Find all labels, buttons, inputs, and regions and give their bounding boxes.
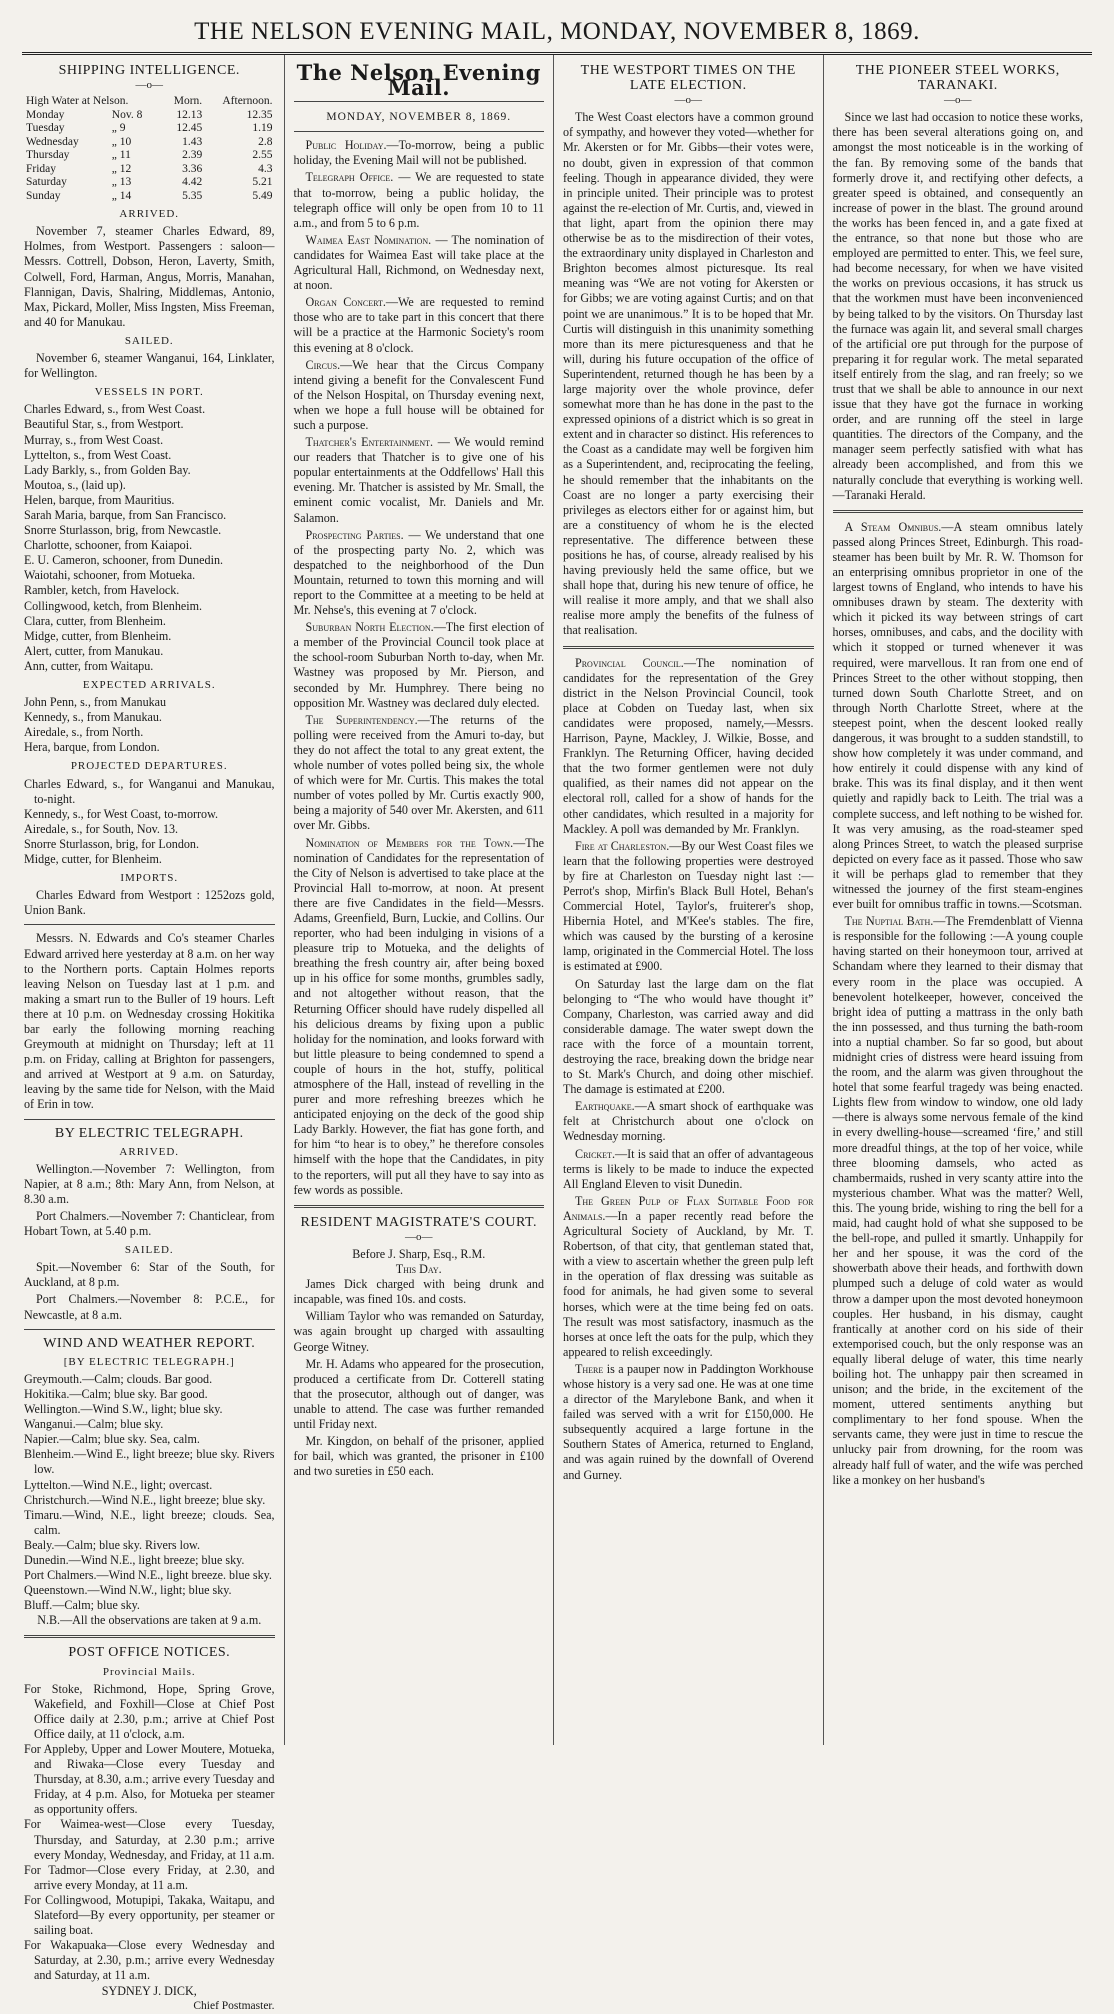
list-item: Helen, barque, from Mauritius. xyxy=(24,492,175,507)
list-item: Clara, cutter, from Blenheim. xyxy=(24,613,166,628)
list-item: For Appleby, Upper and Lower Moutere, Motueka, and Riwaka—Close every Tuesday and Thursday, at 8.30, a.m.; arrive every Tuesday and Friday, at 4 p.m. Also, for Motueka per steamer as opportunity offers. xyxy=(24,1742,275,1817)
column-1 xyxy=(22,55,285,2012)
news-item xyxy=(294,620,545,711)
item-text: —By our West Coast files we learn that the following properties were destroyed by fire at Charleston on Tuesday night last :—Perrot's shop, Mirfin's Black Bull Hotel, Behan's Commercial Hotel, Taylor's, fruiterer's shop, Hibernia Hotel, and M'Kee's stables. The fire, which was caused by the bursting of a kerosine lamp, originated in the Commercial Hotel. The loss is estimated at £900. xyxy=(563,838,814,974)
post-office-title: POST OFFICE NOTICES. xyxy=(68,1645,231,1661)
item-lead: The Green Pulp of Flax Suitable Food for Animals. xyxy=(563,1193,814,1223)
list-item: Wellington.—Wind S.W., light; blue sky. xyxy=(24,1402,223,1417)
tel-arrived-item: Wellington.—November 7: Wellington, from Napier, at 8 a.m.; 8th: Mary Ann, from Nelson, at 8.30 a.m. xyxy=(24,1161,275,1206)
item-lead: Nomination of Members for the Town. xyxy=(305,835,514,850)
list-item: Snorre Sturlasson, brig, from Newcastle. xyxy=(24,523,222,538)
divider xyxy=(294,1205,545,1208)
list-item: E. U. Cameron, schooner, from Dunedin. xyxy=(24,553,224,568)
masthead: THE NELSON EVENING MAIL, MONDAY, NOVEMBER 8, 1869. xyxy=(22,14,1092,55)
list-item: For Stoke, Richmond, Hope, Spring Grove, Wakefield, and Foxhill—Close at Chief Post Office daily at 2.30, p.m.; arrive at Chief Post Office daily, at 11 o'clock, a.m. xyxy=(24,1681,275,1741)
tide-afternoon: 4.3 xyxy=(258,162,273,175)
imports-text: Charles Edward from Westport : 1252ozs gold, Union Bank. xyxy=(24,888,275,918)
news-item xyxy=(294,138,545,168)
table-row xyxy=(24,136,275,150)
section-ornament: —o— xyxy=(135,79,163,92)
item-text: —The returns of the polling were received from the Amuri to-day, but they do not affect the total to any great extent, the whole number of votes polled being six, the whole of which were for Mr. Curtis. This makes the total number of votes polled by Mr. Curtis exactly 900, being a majority of 540 over Mr. Akersten, and 611 over Mr. Gibbs. xyxy=(293,712,544,833)
item-text: On Saturday last the large dam on the flat belonging to “The who would have thought it” Company, Charleston, was carried away and did considerable damage. The water swept down the race with the force of a mountain torrent, destroying the race, breaking down the bridge near to St. Mark's Church, and doing other mischief. The damage is estimated at £200. xyxy=(563,976,814,1097)
item-text: —The nomination of Candidates for the representation of the City of Nelson is advertised to take place at the Provincial Hall to-morrow, at noon. At present there are five Candidates in the field—Messrs. Adams, Greenfield, Burn, Luckie, and Collins. Our reporter, who had been indulging in visions of a pleasure trip to Motueka, and the delights of breathing the fresh country air, after being boxed up in his office for some months, grumbles sadly, and not altogether without reason, that the Returning Officer should have rudely dispelled all his delicious dreams by fixing upon a public holiday for the nomination, and looks forward with but little pleasure to being condemned to spend a couple of hours in the hot, stuffy, political atmosphere of the Hall, instead of revelling in the purer and more refreshing breezes which he anticipated enjoying on the deck of the good ship Lady Barkly. However, the fiat has gone forth, and for him “to hear is to obey,” he therefore consoles himself with the hope that the Candidates, in pity to the reporters, will put all they have to say into as few words as possible. xyxy=(293,835,544,1197)
tide-day: Saturday xyxy=(26,176,67,189)
list-item: Hokitika.—Calm; blue sky. Bar good. xyxy=(24,1386,208,1401)
tel-sailed-item: Spit.—November 6: Star of the South, for Auckland, at 8 p.m. xyxy=(24,1260,275,1290)
post-list xyxy=(24,1682,275,1984)
column-4 xyxy=(824,55,1093,1745)
list-item: Bealy.—Calm; blue sky. Rivers low. xyxy=(24,1537,201,1552)
divider xyxy=(24,1119,275,1120)
tide-day: Thursday xyxy=(26,149,70,162)
item-lead: Thatcher's Entertainment. xyxy=(305,435,434,450)
list-item: Lyttelton, s., from West Coast. xyxy=(24,447,172,462)
list-item: Dunedin.—Wind N.E., light breeze; blue sky. xyxy=(24,1552,245,1567)
news-item xyxy=(563,1099,814,1144)
table-row xyxy=(24,149,275,163)
news-item xyxy=(833,520,1084,912)
list-item: Rambler, ketch, from Havelock. xyxy=(24,583,180,598)
dateline: MONDAY, NOVEMBER 8, 1869. xyxy=(326,111,512,124)
court-title: RESIDENT MAGISTRATE'S COURT. xyxy=(300,1214,537,1230)
list-item: Wanganui.—Calm; blue sky. xyxy=(24,1417,164,1432)
list-item: Charles Edward, s., for Wanganui and Manukau, to-night. xyxy=(24,776,275,806)
news-item xyxy=(563,1194,814,1360)
item-lead: Organ Concert. xyxy=(305,295,386,310)
section-ornament: —o— xyxy=(944,94,972,107)
list-item: Airedale, s., from North. xyxy=(24,725,144,740)
weather-title: WIND AND WEATHER REPORT. xyxy=(43,1335,256,1351)
tide-date: „ 13 xyxy=(111,176,132,189)
tide-date: „ 14 xyxy=(111,189,132,202)
expected-list xyxy=(24,695,275,755)
divider xyxy=(294,131,545,132)
item-lead: Suburban North Election. xyxy=(305,620,434,635)
item-text: —The Fremdenblatt of Vienna is responsible for the following :—A young couple having started on their honeymoon tour, arrived at Schandam where they learned to their dismay that every room in the place was occupied. A benevolent hotelkeeper, however, conceived the bright idea of putting a mattrass in the only bath the inn possessed, and thus turning the bath-room into a nuptial chamber. So far so good, but about midnight cries of distress were heard issuing from the room, and the alarm was given throughout the hotel that some fearful tragedy was being enacted. Lights flew from window to window, one old lady—there is always some nervous female of the kind in every dwelling-house—screamed ‘fire,’ and still more dreadful things, at the top of her voice, while three blooming damsels, who acted as chambermaids, rushed in very scanty attire into the mysterious chamber. What was the matter? Well, this. The young bride, wishing to ring the bell for a maid, had caught hold of what she supposed to be the bell-rope, and pulled it smartly. Unhappily for her and her spouse, it was the cord of the showerbath above their heads, and forthwith down plumped such a deluge of cold water as would throw a damper upon the most devoted honeymoon couples. Her husband, in his dismay, caught frantically at another cord on his side of their extemporised couch, but the only response was an equally liberal deluge of water, this time nearly boiling hot. The unhappy pair then screamed in unison; and the bride, in the excitement of the moment, uttered sentiments anything but complimentary to her fond spouse. When the servants came, they were just in time to rescue the unlucky pair from drowning, for the room was already half full of water, and the wife was perched like a monkey on her husband's xyxy=(832,914,1083,1487)
list-item: For Wakapuaka—Close every Wednesday and Saturday, at 2.30, p.m.; arrive every Wednesday and Saturday, at 11 a.m. xyxy=(24,1938,275,1983)
list-item: Ann, cutter, from Waitapu. xyxy=(24,658,154,673)
arrived-text: November 7, steamer Charles Edward, 89, Holmes, from Westport. Passengers : saloon—Messrs. Cottrell, Dobson, Heron, Laverty, Smith, Colwell, Ford, Harman, Angus, Morris, Manahan, Flannigan, Davis, Shalring, Middlemas, Antonio, Max, Pickard, Moller, Miss Ingsten, Miss Freeman, and 40 for Manukau. xyxy=(24,224,275,329)
sailed-text: November 6, steamer Wanganui, 164, Linklater, for Wellington. xyxy=(24,351,275,381)
imports-heading: IMPORTS. xyxy=(120,872,179,885)
divider xyxy=(833,510,1084,513)
list-item: Charles Edward, s., from West Coast. xyxy=(24,402,206,417)
item-text: —To-morrow, being a public holiday, the Evening Mail will not be published. xyxy=(293,138,544,168)
tide-table xyxy=(24,95,275,203)
post-signature-title: Chief Postmaster. xyxy=(193,1999,275,2012)
item-text: — We would remind our readers that Thatcher is to give one of his popular entertainments at the Oddfellows' Hall this evening. Mr. Thatcher is assisted by Mr. Small, the eminent comic vocalist, Mr. Daniels and Mr. Salamon. xyxy=(293,435,544,525)
list-item: Moutoa, s., (laid up). xyxy=(24,477,126,492)
article-body: The West Coast electors have a common ground of sympathy, and however they voted—whether for Mr. Akersten or for Mr. Gibbs—their votes were, no doubt, given in expression of that common feeling. Though in appearance divided, they were in principle united. Their principle was to protest against the re-election of Mr. Curtis, and, viewed in that light, apart from the opinion there may otherwise be as to the misdirection of their votes, the extraordinary unity displayed in Charleston and Brighton becomes almost picturesque. Its real meaning was “We are not voting for Akersten or for Gibbs; we are voting against Curtis; and on that point we are unanimous.” It is to be hoped that Mr. Curtis will distinguish in this unanimity something more than its mere picturesqueness and that he will, during his future occupation of the office of Superintendent, returned though he has been by a large majority over the whole province, defer somewhat more than he has done in the past to the expressed opinions of a district which is so great in extent and in character so distinct. His references to the Coast as a candidate may well be forgiven him as a Superintendent, and, reciprocating the feeling, he should remember that the inhabitants on the Coast are no longer a party exercising their privileges as electors either for or against him, but are a constituency of whom he is the elected representative. The difference between these positions he has, of course, already realised by his having previously held the same office, but we shall hope that, during his new tenure of office, he will realise it more amply, and that we shall also realise more amply the benefits of the fulness of that realisation. xyxy=(563,110,814,638)
column-2 xyxy=(285,55,555,1745)
projected-heading: PROJECTED DEPARTURES. xyxy=(70,760,228,773)
list-item: Christchurch.—Wind N.E., light breeze; blue sky. xyxy=(24,1492,266,1507)
item-text: —A smart shock of earthquake was felt at Christchurch about one o'clock on Wednesday morning. xyxy=(563,1099,814,1144)
vessels-heading: VESSELS IN PORT. xyxy=(94,386,204,399)
list-item: Sarah Maria, barque, from San Francisco. xyxy=(24,507,227,522)
divider xyxy=(24,924,275,925)
list-item: Midge, cutter, from Blenheim. xyxy=(24,628,172,643)
item-text: —In a paper recently read before the Agricultural Society of Auckland, by Mr. T. Robertson, of that city, that gentleman stated that, with a view to ascertain whether the green pulp left in the operation of flax dressing was suitable as food for animals, he had given some to several horses, which were at the time being fed on oats. The result was most satisfactory, inasmuch as the horses at once left the oats for the pulp, which they appeared to relish exceedingly. xyxy=(563,1208,814,1359)
item-lead: There xyxy=(575,1361,604,1376)
list-item: Kennedy, s., for West Coast, to-morrow. xyxy=(24,806,219,821)
section-ornament: —o— xyxy=(405,1230,433,1243)
item-lead: Cricket. xyxy=(575,1146,615,1161)
paper-title: The Nelson Evening Mail. xyxy=(296,60,541,101)
table-row xyxy=(24,109,275,123)
article-body: Since we last had occasion to notice these works, there has been several alterations going on, and amongst the most noticeable is in the working of the fan. By removing some of the bands that formerly drove it, and rectifying other defects, a greater speed is obtained, and consequently an increase of power in the blast. The ground around the works has been fenced in, and a gate fixed at the entrance, so that none but those who are employed are permitted to enter. This, we feel sure, had become necessary, for when we have visited the works on previous occasions, it has struck us that the workmen must have been inconvenienced by being talked to by the visitors. On Thursday last the furnace was again lit, and several small charges of the artificial ore put through for the purpose of preparing it for regular work. The metal separated itself entirely from the slag, and ran freely; so we trust that we shall be able to announce in our next issue that they have got the furnace in working order, and are running off the steel in large quantities. The directors of the Company, and the manager seem perfectly satisfied with what has already been accomplished, and from this we naturally conclude that everything is working well.—Taranaki Herald. xyxy=(832,110,1083,502)
tide-morn: 3.36 xyxy=(182,162,203,175)
list-item: For Waimea-west—Close every Tuesday, Thursday, and Saturday, at 2.30 p.m.; arrive every Monday, Wednesday, and Friday, at 11 a.m. xyxy=(24,1817,275,1862)
item-text: — The nomination of candidates for Waimea East will take place at the Agricultural Hall, Richmond, on Wednesday next, at noon. xyxy=(293,232,544,293)
tide-morn: 2.39 xyxy=(182,149,203,162)
list-item: Port Chalmers.—Wind N.E., light breeze. blue sky. xyxy=(24,1568,272,1583)
news-item xyxy=(563,1362,814,1483)
shipping-title: SHIPPING INTELLIGENCE. xyxy=(58,63,240,78)
news-item xyxy=(833,914,1084,1488)
weather-list xyxy=(24,1372,275,1614)
tide-header: Afternoon. xyxy=(222,95,273,108)
tide-afternoon: 5.49 xyxy=(252,189,273,202)
tide-morn: 1.43 xyxy=(182,135,203,148)
arrived-heading: ARRIVED. xyxy=(119,208,180,221)
divider xyxy=(24,1635,275,1638)
court-before: Before J. Sharp, Esq., R.M. xyxy=(352,1246,486,1261)
item-lead: Waimea East Nomination. xyxy=(305,232,432,247)
list-item: Hera, barque, from London. xyxy=(24,740,160,755)
item-lead: Public Holiday. xyxy=(305,138,387,153)
tide-afternoon: 2.55 xyxy=(252,149,273,162)
table-row xyxy=(24,190,275,204)
weather-note: N.B.—All the observations are taken at 9 a.m. xyxy=(37,1613,262,1628)
divider xyxy=(24,1329,275,1330)
article-title: THE PIONEER STEEL WORKS, TARANAKI. xyxy=(855,63,1060,94)
article-title: THE WESTPORT TIMES ON THE LATE ELECTION. xyxy=(580,63,796,94)
list-item: Airedale, s., for South, Nov. 13. xyxy=(24,821,179,836)
list-item: Midge, cutter, for Blenheim. xyxy=(24,852,162,867)
item-lead: Earthquake. xyxy=(575,1099,635,1114)
list-item: Lyttelton.—Wind N.E., light; overcast. xyxy=(24,1477,213,1492)
item-text: —We are requested to remind those who are to take part in this concert that there will be a practice at the Harmonic Society's room this evening at 8 o'clock. xyxy=(293,295,544,355)
list-item: Queenstown.—Wind N.W., light; blue sky. xyxy=(24,1583,232,1598)
tide-afternoon: 5.21 xyxy=(252,176,273,189)
item-text: — We are requested to state that to-morrow, being a public holiday, the telegraph office will only be open from 10 to 11 a.m., and from 5 to 6 p.m. xyxy=(293,170,545,230)
item-lead: Prospecting Parties. xyxy=(305,527,404,542)
list-item: Timaru.—Wind, N.E., light breeze; clouds. Sea, calm. xyxy=(24,1507,275,1537)
tide-afternoon: 12.35 xyxy=(246,108,273,121)
post-signature: SYDNEY J. DICK, xyxy=(101,1983,197,1998)
item-text: — We understand that one of the prospecting party No. 2, which was despatched to the neighborhood of the Dun Mountain, returned to town this morning and will report to the Committee at a meeting to be held at Mr. Nehse's, this evening at 7 o'clock. xyxy=(293,527,544,618)
item-lead: The Superintendency. xyxy=(305,712,418,727)
tide-day: Monday xyxy=(26,108,65,121)
column-3 xyxy=(554,55,824,1745)
news-item xyxy=(294,836,545,1198)
list-item: Napier.—Calm; blue sky. Sea, calm. xyxy=(24,1432,200,1447)
tide-morn: 12.13 xyxy=(176,108,203,121)
tide-morn: 5.35 xyxy=(182,189,203,202)
weather-subtitle: [BY ELECTRIC TELEGRAPH.] xyxy=(63,1355,235,1368)
item-lead: The Nuptial Bath. xyxy=(844,914,934,929)
tide-date: „ 9 xyxy=(111,122,126,135)
news-item xyxy=(294,295,545,355)
list-item: Greymouth.—Calm; clouds. Bar good. xyxy=(24,1371,213,1386)
tide-date: „ 10 xyxy=(111,135,132,148)
news-item xyxy=(563,977,814,1098)
tide-header: High Water at Nelson. xyxy=(26,95,129,108)
court-item: James Dick charged with being drunk and incapable, was fined 10s. and costs. xyxy=(293,1277,544,1307)
tide-day: Friday xyxy=(26,162,57,175)
item-text: —The first election of a member of the Provincial Council took place at the school-room Suburban North to-day, when Mr. Wastney was proposed by Mr. Pierson, and seconded by Mr. Humphrey. There being no opposition Mr. Wastney was declared duly elected. xyxy=(293,620,544,710)
news-item xyxy=(294,170,545,230)
tide-day: Wednesday xyxy=(26,135,79,148)
list-item: Bluff.—Calm; blue sky. xyxy=(24,1598,140,1613)
vessels-list xyxy=(24,402,275,674)
list-item: Collingwood, ketch, from Blenheim. xyxy=(24,598,203,613)
news-item xyxy=(294,713,545,834)
tel-arrived-item: Port Chalmers.—November 7: Chanticlear, from Hobart Town, at 5.40 p.m. xyxy=(24,1209,275,1239)
news-item xyxy=(294,233,545,293)
tide-morn: 4.42 xyxy=(182,176,203,189)
tel-arrived-heading: ARRIVED. xyxy=(119,1145,180,1158)
item-text: is a pauper now in Paddington Workhouse whose history is a very sad one. He was at one time a director of the Marylebone Bank, and when it failed was served with a writ for £150,000. He subsequently acquired a large fortune in the Southern States of America, returned to England, and was again ruined by the downfall of Overend and Gurney. xyxy=(563,1361,814,1482)
news-item xyxy=(563,1147,814,1192)
table-row xyxy=(24,176,275,190)
court-day: This Day. xyxy=(395,1262,442,1277)
tel-sailed-heading: SAILED. xyxy=(124,1244,174,1257)
divider xyxy=(563,646,814,649)
list-item: For Collingwood, Motupipi, Takaka, Waitapu, and Slateford—By every opportunity, per steamer or sailing boat. xyxy=(24,1892,275,1938)
court-item: William Taylor who was remanded on Saturday, was again brought up charged with assaulting George Witney. xyxy=(293,1309,544,1354)
expected-heading: EXPECTED ARRIVALS. xyxy=(82,679,216,691)
section-ornament: —o— xyxy=(674,94,702,107)
tide-day: Sunday xyxy=(26,189,61,202)
list-item: Charlotte, schooner, from Kaiapoi. xyxy=(24,538,193,553)
columns xyxy=(22,55,1092,2012)
list-item: Murray, s., from West Coast. xyxy=(24,432,164,447)
news-item xyxy=(563,656,814,837)
item-lead: A Steam Omnibus. xyxy=(844,519,942,534)
list-item: Beautiful Star, s., from Westport. xyxy=(24,417,184,432)
news-item xyxy=(294,528,545,619)
list-item: John Penn, s., from Manukau xyxy=(24,695,167,710)
list-item: Blenheim.—Wind E., light breeze; blue sky. Rivers low. xyxy=(24,1447,275,1477)
tide-afternoon: 2.8 xyxy=(258,135,273,148)
tel-sailed-item: Port Chalmers.—November 8: P.C.E., for Newcastle, at 8 a.m. xyxy=(24,1292,275,1322)
court-item: Mr. H. Adams who appeared for the prosecution, produced a certificate from Dr. Cotterell stating that the prosecutor, although out of danger, was unable to attend. The case was further remanded until Friday next. xyxy=(293,1356,544,1431)
list-item: For Tadmor—Close every Friday, at 2.30, and arrive every Monday, at 11 a.m. xyxy=(24,1862,275,1892)
list-item: Waiotahi, schooner, from Motueka. xyxy=(24,568,196,583)
list-item: Snorre Sturlasson, brig, for London. xyxy=(24,836,200,851)
telegraph-title: BY ELECTRIC TELEGRAPH. xyxy=(54,1125,244,1141)
item-text: —We hear that the Circus Company intend giving a benefit for the Convalescent Fund of the Nelson Hospital, on Thursday evening next, when we hope a full house will be obtained for such a purpose. xyxy=(293,357,544,432)
sailed-heading: SAILED. xyxy=(124,334,174,347)
tide-day: Tuesday xyxy=(26,122,65,135)
divider xyxy=(294,101,545,102)
news-item xyxy=(294,358,545,433)
tide-date: „ 11 xyxy=(111,149,131,162)
list-item: Alert, cutter, from Manukau. xyxy=(24,643,164,658)
item-lead: Circus. xyxy=(305,357,341,372)
edwards-report: Messrs. N. Edwards and Co's steamer Charles Edward arrived here yesterday at 8 a.m. on her way to the Northern ports. Captain Holmes reports leaving Nelson on Tuesday last at 1 p.m. and making a smart run to the Buller of 19 hours. Left there at 10 p.m. on Wednesday crossing Hokitika bar early the following morning reaching Greymouth at midnight on Thursday; left at 11 p.m. on Friday, calling at Brighton for passengers, and arrived at Westport at 9 a.m. on Saturday, leaving by the same tide for Nelson, with the Maid of Erin in tow. xyxy=(24,931,275,1112)
tide-date: „ 12 xyxy=(111,162,132,175)
list-item: Lady Barkly, s., from Golden Bay. xyxy=(24,462,191,477)
tide-header-row xyxy=(24,95,275,109)
item-text: —A steam omnibus lately passed along Princes Street, Edinburgh. This road-steamer has been built by Mr. R. W. Thomson for an enterprising omnibus proprietor in one of the largest towns of England, who intends to have his omnibuses drawn by steam. The dexterity with which it picked its way between strings of cart horses, omnibuses, and cabs, and the docility with which it stopped or turned whenever it was required, were marvellous. It ran from one end of Princes Street to the other without stopping, then turned down South Charlotte Street, and on through North Charlotte Street, where at the steepest point, when the descent looked really dangerous, it was brought to a sudden standstill, to show how completely it was under command, and how entirely it could dispense with any kind of brake. This was its final display, and it then went quietly and rapidly back to Leith. The trial was a complete success, and left nothing to be wished for. It was very amusing, as the road-steamer sped along Princes Street, to watch the pleased surprise depicted on every face as it passed. Those who saw it will be perhaps glad to remember that they witnessed the journey of the first steam-engines ever built for omnibus traffic in towns.—Scotsman. xyxy=(832,519,1083,912)
item-text: —It is said that an offer of advantageous terms is likely to be made to induce the expected All England Eleven to visit Dunedin. xyxy=(563,1146,814,1191)
tide-afternoon: 1.19 xyxy=(252,122,273,135)
item-lead: Telegraph Office. xyxy=(305,170,394,185)
item-lead: Provincial Council. xyxy=(575,655,684,670)
court-item: Mr. Kingdon, on behalf of the prisoner, applied for bail, which was granted, the prisoner in £100 and two sureties in £50 each. xyxy=(293,1434,544,1479)
projected-list xyxy=(24,777,275,868)
tide-morn: 12.45 xyxy=(176,122,203,135)
news-item xyxy=(563,839,814,975)
item-lead: Fire at Charleston. xyxy=(575,838,670,853)
list-item: Kennedy, s., from Manukau. xyxy=(24,710,162,725)
table-row xyxy=(24,122,275,136)
post-office-subtitle: Provincial Mails. xyxy=(102,1665,196,1678)
item-text: —The nomination of candidates for the representation of the Grey district in the Nelson Provincial Council, took place at Cobden on Tueday last, when six candidates were proposed, namely,—Messrs. Harrison, Payne, Mackley, J. Wilkie, Bosse, and Franklyn. The Returning Officer, having decided that the two former gentlemen were not duly qualified, as their names did not appear on the electoral roll, called for a show of hands for the other candidates, which resulted in a majority for Mackley. A poll was demanded by Mr. Franklyn. xyxy=(563,655,814,836)
news-item xyxy=(294,435,545,526)
tide-header: Morn. xyxy=(173,95,203,108)
tide-date: Nov. 8 xyxy=(111,108,143,121)
table-row xyxy=(24,163,275,177)
